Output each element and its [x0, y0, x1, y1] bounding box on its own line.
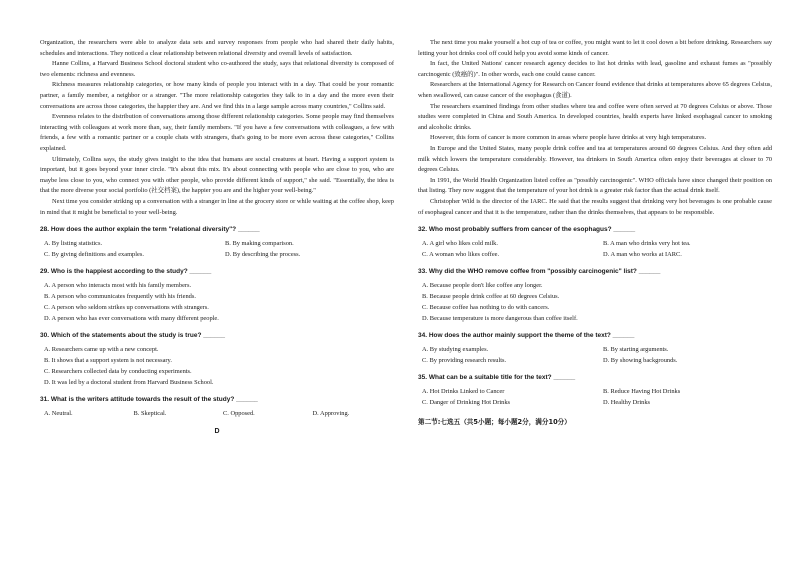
passage-paragraph: In 1991, the World Health Organization listed coffee as "possibly carcinogenic". WHO officials have since changed their position on that listing. They now suggest that the temperature of your hot drink is a greater risk factor than the actual drink itself. [418, 176, 772, 195]
answer-options [418, 238, 772, 260]
answer-option[interactable]: C. By giving definitions and examples. [44, 251, 144, 259]
question-stem: 33. Why did the WHO remove coffee from "possibly carcinogenic" list? ______ [418, 268, 661, 276]
answer-option[interactable]: C. A woman who likes coffee. [422, 251, 500, 259]
answer-options [40, 408, 394, 419]
passage-paragraph: Next time you consider striking up a conversation with a stranger in line at the grocery store or while waiting at the coffee shop, keep in mind that it might be beneficial to your well-being. [40, 197, 394, 216]
passage-paragraph: Evenness relates to the distribution of conversations among those different relationship categories. Some people may find themselves interacting with colleagues at work more than, say, their family members. "If you have a few conversations with colleagues, a few with friends, a few with a romantic partner or a couple chats with strangers, that's going to be more even across these categories," Collins explained. [40, 113, 394, 152]
question-block [418, 225, 772, 260]
answer-option[interactable]: D. Approving. [312, 410, 350, 418]
answer-option[interactable]: B. Because people drink coffee at 60 degrees Celsius. [422, 293, 560, 301]
left-passage [40, 38, 394, 218]
section-title: 第二节:七选五（共5小题；每小题2分，满分10分） [418, 418, 571, 427]
passage-paragraph: The researchers examined findings from other studies where tea and coffee were often served at 70 degrees Celsius or above. Those studies were completed in China and South America. In developed countries, health experts have linked esophageal cancer to smoking and alcoholic drinks. [418, 102, 772, 131]
answer-option[interactable]: A. By studying examples. [422, 346, 489, 354]
page-marker: D [214, 428, 220, 436]
passage-paragraph: In Europe and the United States, many people drink coffee and tea at temperatures around 60 degrees Celsius. And they often add milk which lowers the temperature considerably. However, tea drinkers in South America often enjoy their beverages at closer to 70 degrees Celsius. [418, 144, 772, 174]
question-block [40, 331, 394, 388]
answer-option[interactable]: D. A person who has ever conversations with many different people. [44, 315, 219, 323]
question-stem: 35. What can be a suitable title for the text? ______ [418, 374, 576, 382]
answer-options [418, 344, 772, 366]
question-block [40, 395, 394, 419]
passage-paragraph: Organization, the researchers were able to analyze data sets and survey responses from people who had shared their daily habits, schedules and interactions. They noticed a clear relationship between relational diversity and overall levels of satisfaction. [40, 39, 394, 57]
right-passage [418, 38, 772, 218]
right-column [418, 38, 772, 426]
answer-option[interactable]: D. Healthy Drinks [603, 399, 651, 407]
answer-option[interactable]: B. A person who communicates frequently with his friends. [44, 293, 196, 301]
passage-paragraph: Ultimately, Collins says, the study gives insight to the idea that humans are social creatures at heart. Having a support system is important, but it goes beyond your inner circle. "It's about this mix. It's about connecting with people who are close to you, who are maybe less close to you, who connect you with other people, who provide different kinds of support," she said. "Essentially, the idea is that the more diverse your social portfolio (社交档案), the happier you are and the higher your well-being." [40, 155, 394, 195]
answer-option[interactable]: A. Neutral. [44, 410, 73, 418]
answer-option[interactable]: C. A person who seldom strikes up conversations with strangers. [44, 304, 209, 312]
left-questions [40, 225, 394, 419]
answer-option[interactable]: A. Hot Drinks Linked to Cancer [422, 388, 505, 396]
answer-option[interactable]: A. Researchers came up with a new concept. [44, 346, 159, 354]
question-stem: 34. How does the author mainly support the theme of the text? ______ [418, 332, 635, 340]
passage-paragraph: Hanne Collins, a Harvard Business School doctoral student who co-authored the study, says that relational diversity is composed of two elements: richness and evenness. [40, 60, 394, 78]
answer-option[interactable]: C. Danger of Drinking Hot Drinks [422, 399, 511, 407]
left-column [40, 38, 394, 436]
answer-option[interactable]: A. By listing statistics. [44, 240, 103, 248]
answer-option[interactable]: D. It was led by a doctoral student from Harvard Business School. [44, 379, 214, 387]
answer-option[interactable]: D. A man who works at IARC. [603, 251, 682, 259]
answer-options [418, 386, 772, 408]
passage-paragraph: In fact, the United Nations' cancer research agency decides to list hot drinks with lead, gasoline and exhaust fumes as "possibly carcinogenic (致癌的)". In other words, each one could cause cancer. [418, 60, 772, 78]
answer-options [40, 238, 394, 260]
passage-paragraph: However, this form of cancer is more common in areas where people have drinks at very high temperatures. [430, 134, 707, 142]
answer-option[interactable]: D. By showing backgrounds. [603, 357, 678, 365]
answer-option[interactable]: B. Skeptical. [133, 410, 167, 418]
question-block [40, 267, 394, 324]
answer-option[interactable]: C. Because coffee has nothing to do with cancers. [422, 304, 550, 312]
answer-option[interactable]: A. A girl who likes cold milk. [422, 240, 498, 248]
answer-option[interactable]: B. Reduce Having Hot Drinks [603, 388, 681, 396]
answer-option[interactable]: C. Opposed. [223, 410, 255, 418]
answer-options [40, 344, 394, 388]
question-block [418, 373, 772, 408]
answer-option[interactable]: C. Researchers collected data by conducting experiments. [44, 368, 192, 376]
passage-paragraph: Researchers at the International Agency for Research on Cancer found evidence that drinks at temperatures above 65 degrees Celsius, when swallowed, can cause cancer of the esophagus (食道). [418, 81, 772, 99]
passage-paragraph: The next time you make yourself a hot cup of tea or coffee, you might want to let it cool down a bit before drinking. Researchers say letting your hot drinks cool off could help you avoid some kinds of cancer. [418, 39, 772, 57]
answer-option[interactable]: C. By providing research results. [422, 357, 507, 365]
question-block [40, 225, 394, 260]
question-stem: 30. Which of the statements about the study is true? ______ [40, 332, 225, 340]
answer-option[interactable]: A. Because people don't like coffee any longer. [422, 282, 543, 290]
answer-option[interactable]: B. A man who drinks very hot tea. [603, 240, 691, 248]
question-stem: 31. What is the writers attitude towards the result of the study? ______ [40, 396, 258, 404]
answer-options [40, 280, 394, 324]
answer-option[interactable]: B. By making comparison. [225, 240, 294, 248]
question-block [418, 267, 772, 324]
question-stem: 29. Who is the happiest according to the study? ______ [40, 268, 212, 276]
answer-option[interactable]: A. A person who interacts most with his family members. [44, 282, 192, 290]
question-stem: 32. Who most probably suffers from cancer of the esophagus? ______ [418, 226, 636, 234]
question-stem: 28. How does the author explain the term "relational diversity"? ______ [40, 226, 260, 234]
answer-option[interactable]: B. It shows that a support system is not necessary. [44, 357, 172, 365]
passage-paragraph: Christopher Wild is the director of the IARC. He said that the results suggest that drinking very hot beverages is one probable cause of esophageal cancer and that it is the temperature, rather than the drinks themselves, that appears to be responsible. [418, 197, 772, 216]
answer-option[interactable]: D. Because temperature is more dangerous than coffee itself. [422, 315, 578, 323]
question-block [418, 331, 772, 366]
answer-option[interactable]: B. By starting arguments. [603, 346, 669, 354]
passage-paragraph: Richness measures relationship categories, or how many kinds of people you interact with in a day. That could be your romantic partner, a family member, a neighbor or a stranger. "The more relationship categories they talk to in a day and the more even their conversations are across those categories, the happier they are. And we find this in a large sample across many countries," Collins said. [40, 81, 394, 110]
answer-option[interactable]: D. By describing the process. [225, 251, 301, 259]
right-questions [418, 225, 772, 408]
answer-options [418, 280, 772, 324]
